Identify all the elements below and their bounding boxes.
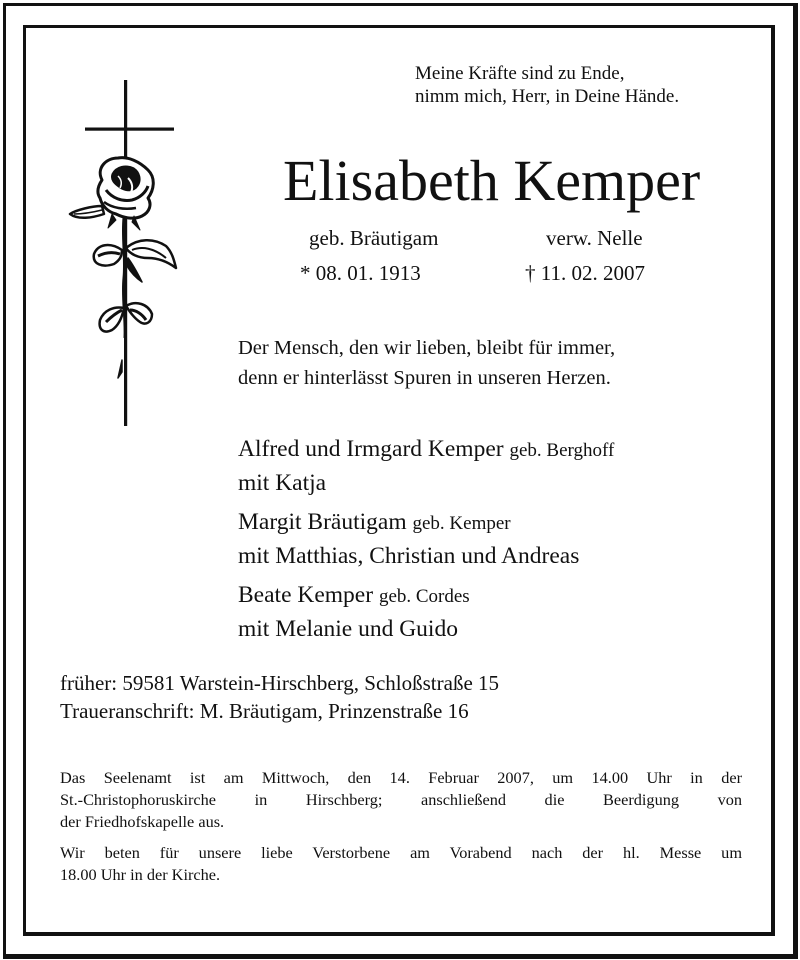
mourners-list bbox=[238, 433, 614, 652]
mourner-group bbox=[238, 506, 614, 572]
motto-line-2: denn er hinterlässt Spuren in unseren Herzen. bbox=[238, 367, 611, 389]
motto bbox=[238, 333, 615, 393]
deceased-name: Elisabeth Kemper bbox=[283, 148, 701, 213]
cross-with-rose-icon bbox=[62, 78, 186, 428]
mourner-note: geb. Kemper bbox=[412, 513, 511, 534]
widowed-name: verw. Nelle bbox=[546, 226, 643, 250]
mourner-group bbox=[238, 579, 614, 645]
death-date: † 11. 02. 2007 bbox=[525, 261, 645, 285]
mourner-group bbox=[238, 433, 614, 499]
mourner-name: Beate Kemper bbox=[238, 582, 374, 608]
mourner-note: geb. Cordes bbox=[378, 586, 470, 607]
former-address: früher: 59581 Warstein-Hirschberg, Schloßstraße 15 bbox=[60, 671, 500, 695]
verse-line-2: nimm mich, Herr, in Deine Hände. bbox=[415, 86, 680, 107]
service-paragraph bbox=[60, 767, 742, 833]
prayer-line: 18.00 Uhr in der Kirche. bbox=[60, 865, 221, 884]
addresses bbox=[60, 669, 499, 725]
prayer-line: Wir beten für unsere liebe Verstorbene am Vorabend nach der hl. Messe um bbox=[60, 843, 742, 862]
service-line: Das Seelenamt ist am Mittwoch, den 14. Februar 2007, um 14.00 Uhr in der bbox=[60, 768, 742, 787]
prayer-paragraph bbox=[60, 842, 742, 886]
service-line: St.-Christophoruskirche in Hirschberg; anschließend die Beerdigung von bbox=[60, 790, 742, 809]
mourner-with: mit Melanie und Guido bbox=[238, 616, 458, 642]
mourner-note: geb. Berghoff bbox=[509, 440, 615, 461]
maiden-name: geb. Bräutigam bbox=[309, 226, 439, 250]
verse bbox=[415, 62, 679, 108]
service-details bbox=[60, 767, 742, 895]
mourning-address: Traueranschrift: M. Bräutigam, Prinzenstraße 16 bbox=[60, 699, 469, 723]
motto-line-1: Der Mensch, den wir lieben, bleibt für immer, bbox=[238, 337, 616, 359]
mourner-with: mit Katja bbox=[238, 470, 327, 496]
mourner-name: Margit Bräutigam bbox=[238, 509, 407, 535]
service-line: der Friedhofskapelle aus. bbox=[60, 812, 225, 831]
mourner-name: Alfred und Irmgard Kemper bbox=[238, 436, 504, 462]
mourner-with: mit Matthias, Christian und Andreas bbox=[238, 543, 580, 569]
birth-date: * 08. 01. 1913 bbox=[300, 261, 421, 285]
verse-line-1: Meine Kräfte sind zu Ende, bbox=[415, 63, 625, 84]
